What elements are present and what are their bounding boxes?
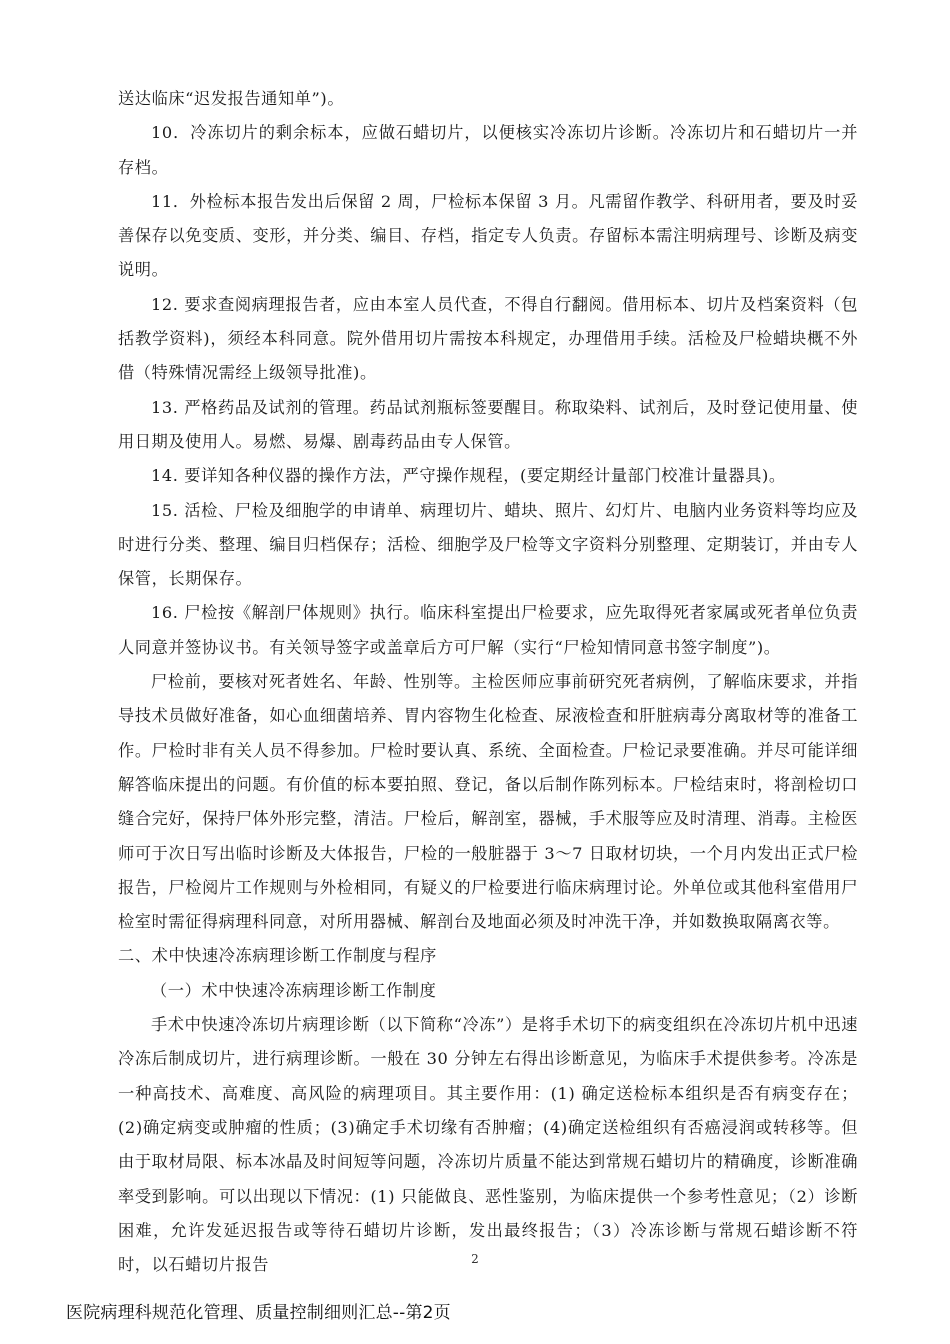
paragraph: 16. 尸检按《解剖尸体规则》执行。临床科室提出尸检要求，应先取得死者家属或死者单位负责人同意并签协议书。有关领导签字或盖章后方可尸解（实行“尸检知情同意书签字制度”)。 xyxy=(118,603,858,657)
page-number: 2 xyxy=(471,1252,479,1266)
paragraph: 送达临床“迟发报告通知单”)。 xyxy=(118,89,345,108)
paragraph: 11．外检标本报告发出后保留 2 周，尸检标本保留 3 月。凡需留作教学、科研用者，要及时妥善保存以免变质、变形，并分类、编目、存档，指定专人负责。存留标本需注明病理号、诊断及病变说明。 xyxy=(118,191,858,280)
footer-title: 医院病理科规范化管理、质量控制细则汇总--第2页 xyxy=(66,1303,451,1323)
paragraph: 15. 活检、尸检及细胞学的申请单、病理切片、蜡块、照片、幻灯片、电脑内业务资料等均应及时进行分类、整理、编目归档保存；活检、细胞学及尸检等文字资料分别整理、定期装订，并由专人保管，长期保存。 xyxy=(118,500,858,589)
paragraph: 13. 严格药品及试剂的管理。药品试剂瓶标签要醒目。称取染料、试剂后，及时登记使用量、使用日期及使用人。易燃、易爆、剧毒药品由专人保管。 xyxy=(118,397,858,451)
paragraph: 手术中快速冷冻切片病理诊断（以下简称“冷冻”）是将手术切下的病变组织在冷冻切片机中迅速冷冻后制成切片，进行病理诊断。一般在 30 分钟左右得出诊断意见，为临床手术提供参考。冷冻是一种高技术、高难度、高风险的病理项目。其主要作用：(1) 确定送检标本组织是否有病变存在；(2)确定病变或肿瘤的性质；(3)确定手术切缘有否肿瘤；(4)确定送检组织有否癌浸润或转移等。但由于取材局限、标本冰晶及时间短等问题，冷冻切片质量不能达到常规石蜡切片的精确度，诊断准确率受到影响。可以出现以下情况：(1) 只能做良、恶性鉴别，为临床提供一个参考性意见；（2）诊断困难，允许发延迟报告或等待石蜡切片诊断，发出最终报告；（3）冷冻诊断与常规石蜡诊断不符时，以石蜡切片报告 xyxy=(118,1015,858,1275)
subsection-heading: （一）术中快速冷冻病理诊断工作制度 xyxy=(151,980,437,1000)
section-heading: 二、术中快速冷冻病理诊断工作制度与程序 xyxy=(118,946,437,966)
paragraph: 14. 要详知各种仪器的操作方法，严守操作规程，(要定期经计量部门校准计量器具)。 xyxy=(151,466,786,486)
paragraph: 尸检前，要核对死者姓名、年龄、性别等。主检医师应事前研究死者病例，了解临床要求，并指导技术员做好准备，如心血细菌培养、胃内容物生化检查、尿液检查和肝脏病毒分离取材等的准备工作。尸检时非有关人员不得参加。尸检时要认真、系统、全面检查。尸检记录要准确。并尽可能详细解答临床提出的问题。有价值的标本要拍照、登记，备以后制作陈列标本。尸检结束时，将剖检切口缝合完好，保持尸体外形完整，清洁。尸检后，解剖室，器械，手术服等应及时清理、消毒。主检医师可于次日写出临时诊断及大体报告，尸检的一般脏器于 3～7 日取材切块，一个月内发出正式尸检报告，尸检阅片工作规则与外检相同，有疑义的尸检要进行临床病理讨论。外单位或其他科室借用尸检室时需征得病理科同意，对所用器械、解剖台及地面必须及时冲洗干净，并如数换取隔离衣等。 xyxy=(118,672,858,932)
paragraph: 12. 要求查阅病理报告者，应由本室人员代查，不得自行翻阅。借用标本、切片及档案资料（包括教学资料)，须经本科同意。院外借用切片需按本科规定，办理借用手续。活检及尸检蜡块概不外借（特殊情况需经上级领导批准)。 xyxy=(118,294,858,383)
document-body xyxy=(118,82,858,1282)
paragraph: 10．冷冻切片的剩余标本，应做石蜡切片，以便核实冷冻切片诊断。冷冻切片和石蜡切片一并存档。 xyxy=(118,123,858,177)
